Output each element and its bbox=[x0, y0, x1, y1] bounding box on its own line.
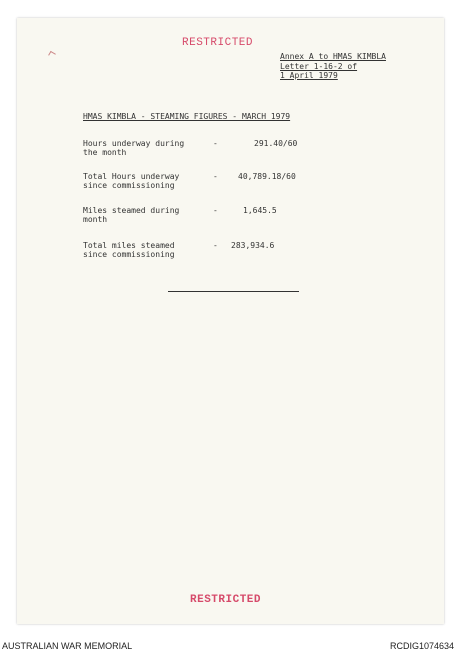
row-dash: - bbox=[213, 139, 218, 148]
closing-rule bbox=[168, 291, 299, 292]
reference-line-3: 1 April 1979 bbox=[280, 71, 338, 80]
reference-line-2: Letter 1-16-2 of bbox=[280, 61, 358, 71]
row-label: Total miles steamed since commissioning bbox=[83, 241, 175, 259]
row-label: Miles steamed during month bbox=[83, 206, 180, 224]
document-heading: HMAS KIMBLA - STEAMING FIGURES - MARCH 1979 bbox=[83, 112, 291, 121]
row-value: 291.40/60 bbox=[254, 139, 298, 148]
restricted-stamp-top: RESTRICTED bbox=[182, 37, 254, 49]
row-label: Total Hours underway since commissioning bbox=[83, 172, 180, 190]
restricted-stamp-bottom: RESTRICTED bbox=[190, 594, 262, 606]
archive-credit: AUSTRALIAN WAR MEMORIAL bbox=[2, 641, 133, 651]
row-dash: - bbox=[213, 206, 218, 215]
row-value: 283,934.6 bbox=[231, 241, 275, 250]
annex-reference bbox=[280, 52, 386, 81]
document-page bbox=[17, 18, 444, 624]
reference-line-1: Annex A to HMAS KIMBLA bbox=[280, 52, 386, 61]
row-label: Hours underway during the month bbox=[83, 139, 185, 157]
row-dash: - bbox=[213, 241, 218, 250]
archive-id: RCDIG1074634 bbox=[389, 641, 454, 651]
row-value: 1,645.5 bbox=[243, 206, 277, 215]
row-dash: - bbox=[213, 172, 218, 181]
row-value: 40,789.18/60 bbox=[238, 172, 296, 181]
